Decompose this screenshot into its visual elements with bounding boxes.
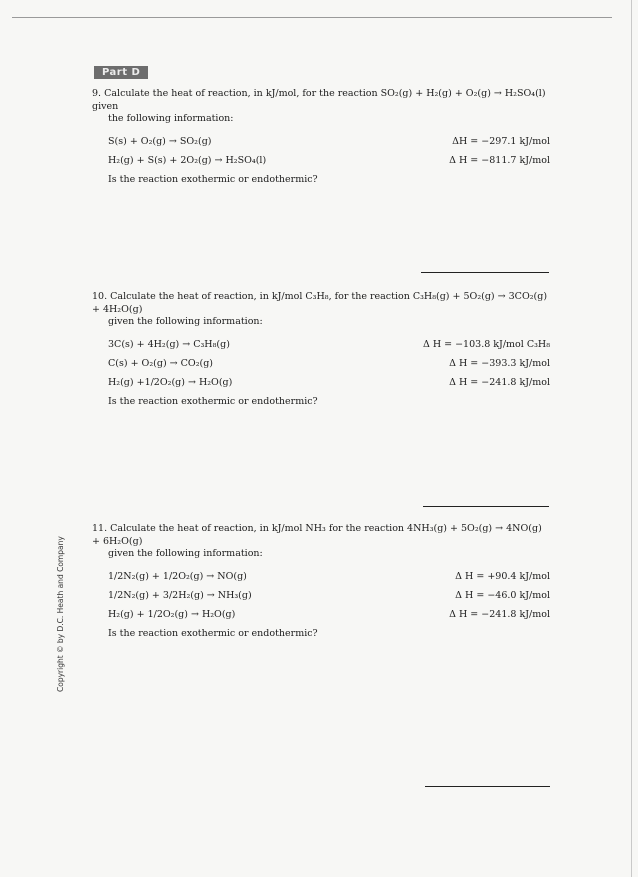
problem-intro-continued: given the following information: (108, 316, 263, 327)
reaction-equation: 1/2N₂(g) + 1/2O₂(g) → NO(g) (108, 570, 247, 582)
problem-11-heading (92, 523, 552, 548)
given-reactions (92, 335, 552, 392)
enthalpy-value: ΔH = −297.1 kJ/mol (452, 135, 550, 147)
problem-9-heading (92, 88, 552, 113)
given-reaction-row (108, 373, 552, 392)
given-reaction-row (108, 335, 552, 354)
problem-intro: Calculate the heat of reaction, in kJ/mol, for the reaction SO₂(g) + H₂(g) + O₂(g) → H₂SO₄(l) given (92, 88, 546, 112)
given-reactions (92, 132, 552, 170)
reaction-equation: S(s) + O₂(g) → SO₂(g) (108, 135, 212, 147)
given-reactions (92, 567, 552, 624)
problem-number: 11. (92, 523, 108, 534)
problem-10 (92, 291, 552, 407)
answer-line-11[interactable] (425, 786, 550, 787)
reaction-equation: 1/2N₂(g) + 3/2H₂(g) → NH₃(g) (108, 589, 252, 601)
given-reaction-row (108, 586, 552, 605)
enthalpy-value: Δ H = −46.0 kJ/mol (455, 589, 550, 601)
reaction-equation: H₂(g) + S(s) + 2O₂(g) → H₂SO₄(l) (108, 154, 267, 166)
reaction-equation: H₂(g) +1/2O₂(g) → H₂O(g) (108, 376, 233, 388)
problem-10-heading (92, 291, 552, 316)
given-reaction-row (108, 132, 552, 151)
enthalpy-value: Δ H = −241.8 kJ/mol (449, 376, 550, 388)
problem-intro: Calculate the heat of reaction, in kJ/mol C₃H₈, for the reaction C₃H₈(g) + 5O₂(g) → 3CO₂(g) + 4H₂O(g) (92, 291, 548, 315)
exothermic-question: Is the reaction exothermic or endothermic? (108, 395, 318, 407)
answer-line-10[interactable] (423, 506, 549, 507)
problem-intro-continued: the following information: (108, 113, 234, 124)
exothermic-question: Is the reaction exothermic or endothermic? (108, 627, 318, 639)
reaction-equation: 3C(s) + 4H₂(g) → C₃H₈(g) (108, 338, 230, 350)
enthalpy-value: Δ H = −393.3 kJ/mol (449, 357, 550, 369)
right-edge-line (631, 0, 632, 877)
given-reaction-row (108, 151, 552, 170)
exothermic-question: Is the reaction exothermic or endothermic? (108, 173, 318, 185)
problem-number: 9. (92, 88, 102, 99)
given-reaction-row (108, 567, 552, 586)
problem-9 (92, 88, 552, 185)
enthalpy-value: Δ H = −241.8 kJ/mol (449, 608, 550, 620)
enthalpy-value: Δ H = +90.4 kJ/mol (455, 570, 550, 582)
top-border-line (12, 17, 612, 18)
problem-11 (92, 523, 552, 639)
problem-number: 10. (92, 291, 108, 302)
copyright-notice: Copyright © by D.C. Heath and Company (56, 536, 65, 692)
problem-intro-continued: given the following information: (108, 548, 263, 559)
enthalpy-value: Δ H = −103.8 kJ/mol C₃H₈ (422, 338, 550, 350)
given-reaction-row (108, 605, 552, 624)
given-reaction-row (108, 354, 552, 373)
enthalpy-value: Δ H = −811.7 kJ/mol (449, 154, 550, 166)
problem-intro: Calculate the heat of reaction, in kJ/mol NH₃ for the reaction 4NH₃(g) + 5O₂(g) → 4NO(g) + 6H₂O(g) (92, 523, 542, 547)
reaction-equation: C(s) + O₂(g) → CO₂(g) (108, 357, 214, 369)
answer-line-9[interactable] (421, 272, 549, 273)
part-badge: Part D (94, 66, 148, 79)
reaction-equation: H₂(g) + 1/2O₂(g) → H₂O(g) (108, 608, 236, 620)
